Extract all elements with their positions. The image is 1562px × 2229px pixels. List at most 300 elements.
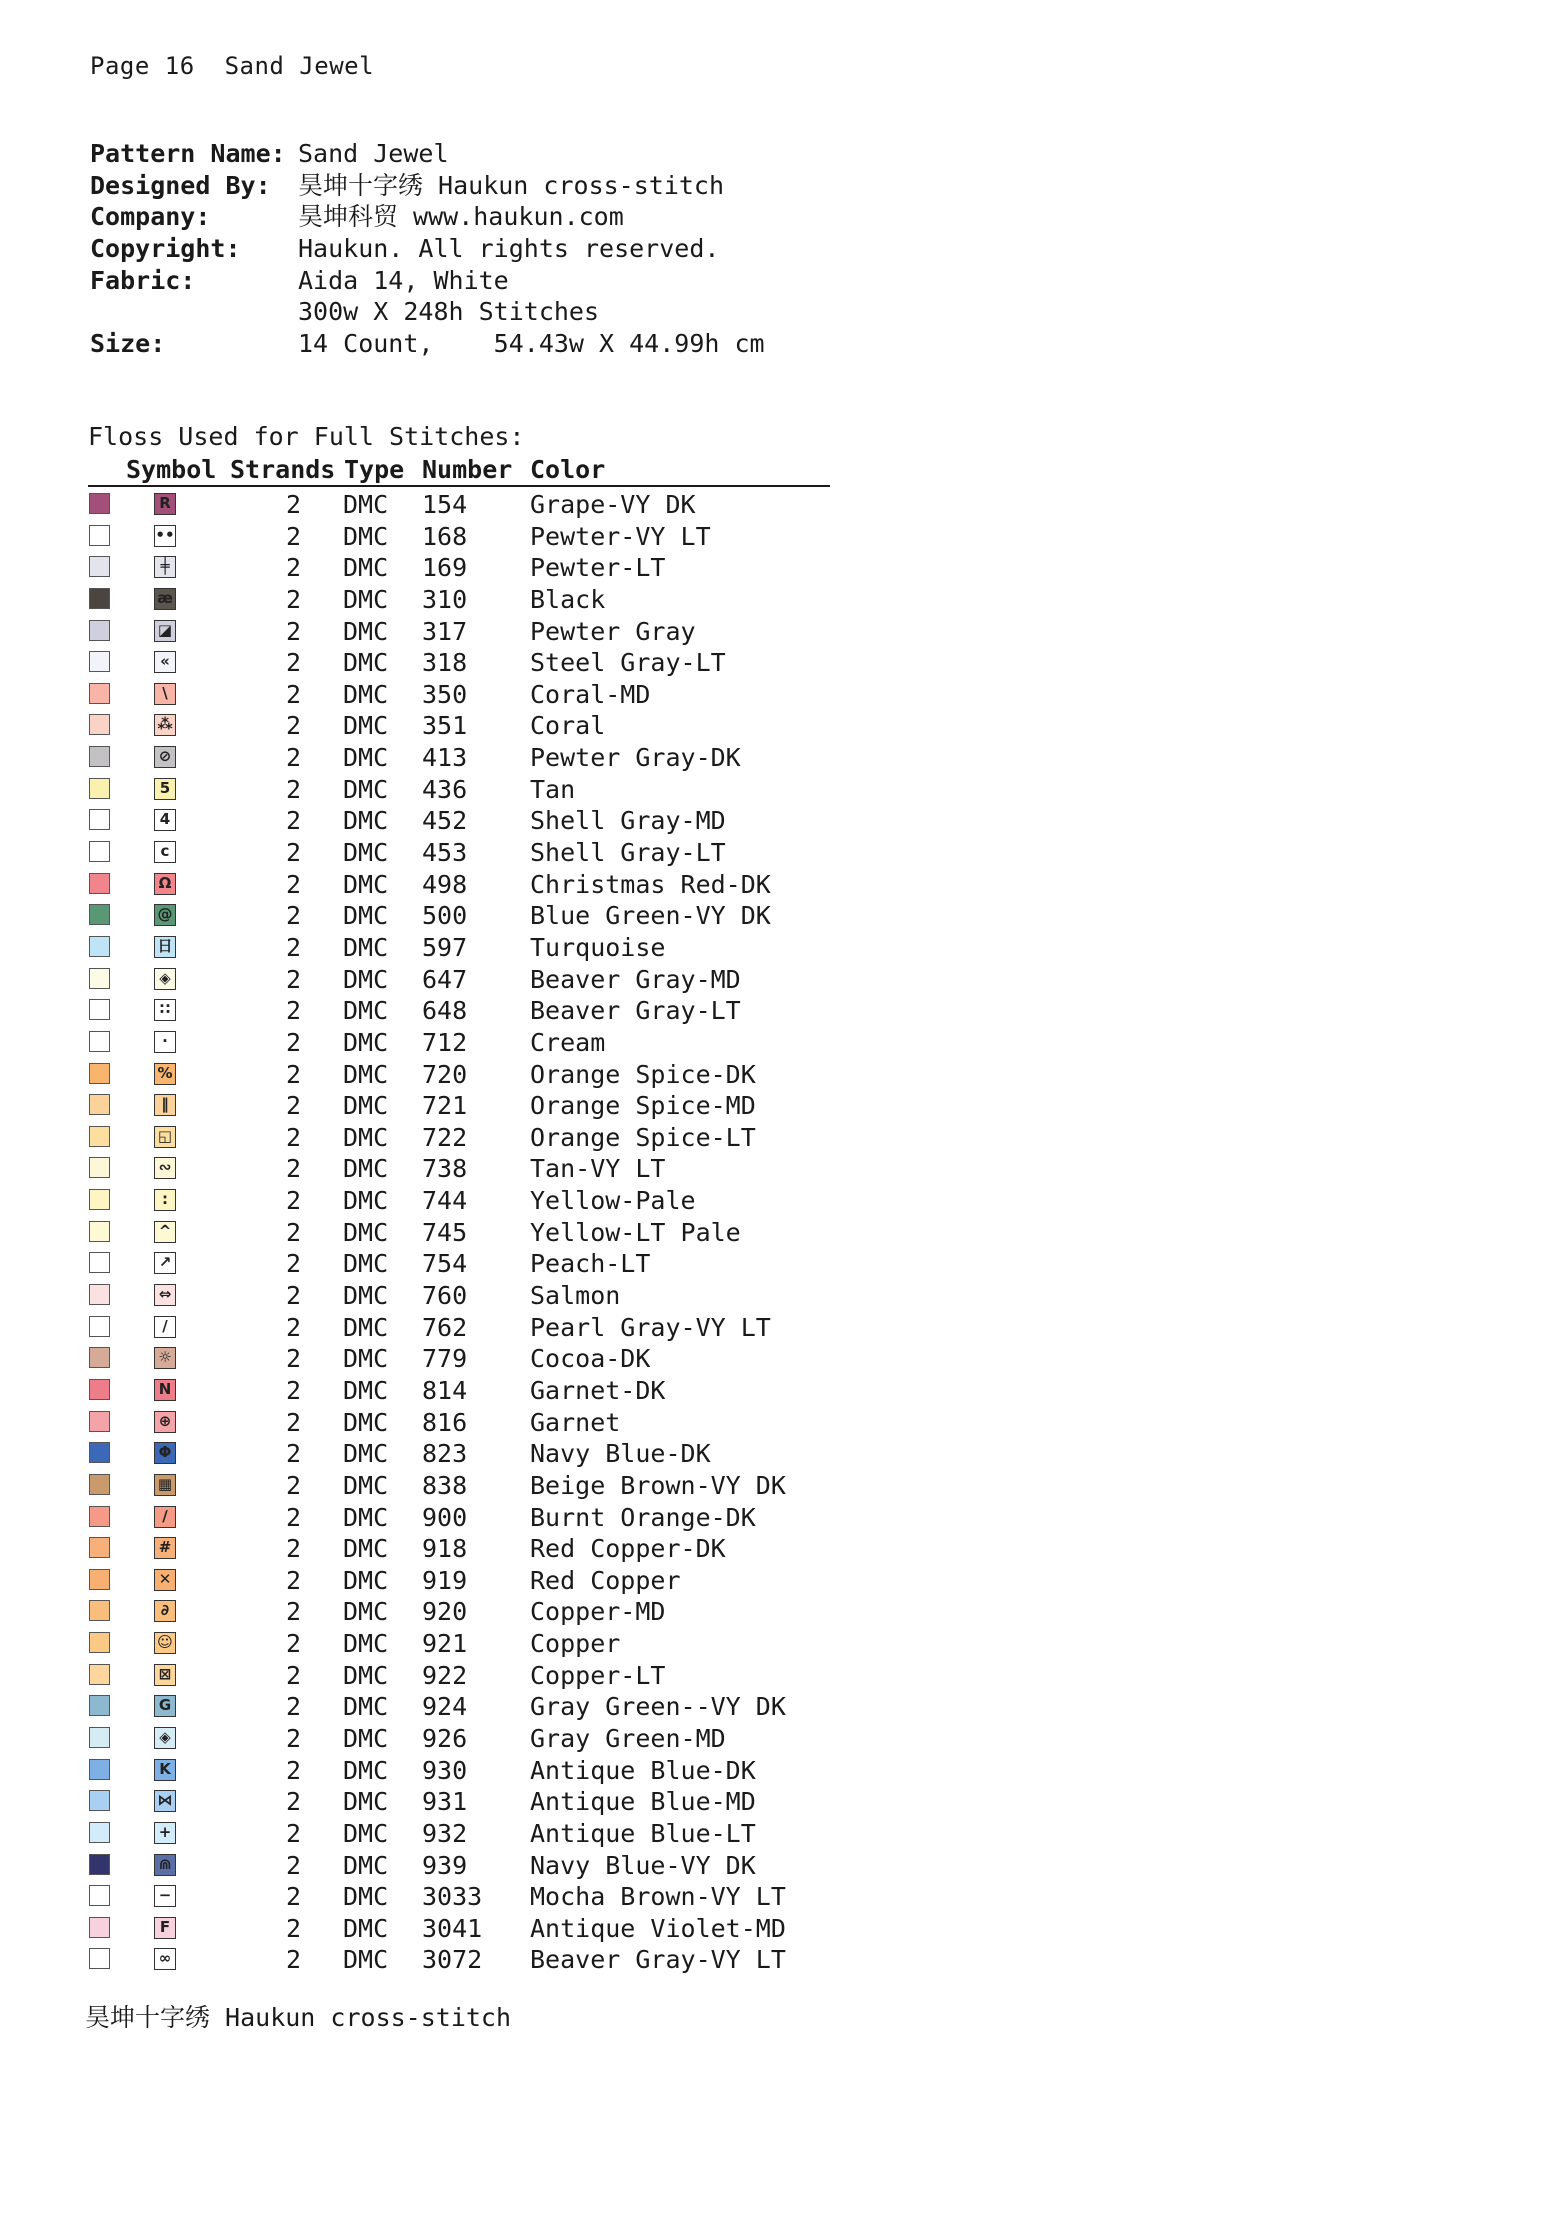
strands-cell: 2: [286, 1787, 302, 1817]
strands-cell: 2: [286, 1882, 302, 1912]
strands-cell: 2: [286, 521, 302, 551]
color-name-cell: Tan: [530, 774, 576, 804]
color-name-cell: Orange Spice-MD: [530, 1091, 756, 1121]
stitch-symbol-icon: ▦: [154, 1474, 176, 1496]
number-cell: 931: [422, 1787, 468, 1817]
type-cell: DMC: [343, 1407, 389, 1437]
color-name-cell: Yellow-Pale: [530, 1186, 696, 1216]
type-cell: DMC: [343, 964, 389, 994]
color-swatch: [89, 1600, 110, 1621]
number-cell: 3041: [422, 1913, 483, 1943]
color-swatch: [89, 968, 110, 989]
stitch-symbol-icon: ⋈: [154, 1790, 176, 1812]
info-label: Size:: [90, 329, 166, 359]
stitch-symbol-icon: ⇔: [154, 1284, 176, 1306]
number-cell: 838: [422, 1470, 468, 1500]
type-cell: DMC: [343, 1470, 389, 1500]
floss-row: [0, 1185, 1562, 1217]
floss-row: [0, 837, 1562, 869]
info-value: Haukun. All rights reserved.: [298, 234, 720, 264]
color-name-cell: Navy Blue-VY DK: [530, 1850, 756, 1880]
type-cell: DMC: [343, 1787, 389, 1817]
info-label: Designed By:: [90, 170, 271, 200]
type-cell: DMC: [343, 1882, 389, 1912]
color-name-cell: Coral: [530, 711, 606, 741]
type-cell: DMC: [343, 1217, 389, 1247]
color-swatch: [89, 809, 110, 830]
number-cell: 3072: [422, 1945, 483, 1975]
color-name-cell: Burnt Orange-DK: [530, 1502, 756, 1532]
number-cell: 754: [422, 1249, 468, 1279]
color-name-cell: Antique Blue-MD: [530, 1787, 756, 1817]
number-cell: 921: [422, 1629, 468, 1659]
type-cell: DMC: [343, 616, 389, 646]
info-value: 昊坤科贸 www.haukun.com: [298, 202, 624, 232]
color-swatch: [89, 1126, 110, 1147]
strands-cell: 2: [286, 1755, 302, 1785]
color-swatch: [89, 1442, 110, 1463]
info-value: Sand Jewel: [298, 139, 449, 168]
floss-row: [0, 1850, 1562, 1882]
floss-row: [0, 1533, 1562, 1565]
strands-cell: 2: [286, 1439, 302, 1469]
color-name-cell: Mocha Brown-VY LT: [530, 1882, 786, 1912]
floss-row: [0, 647, 1562, 679]
strands-cell: 2: [286, 1059, 302, 1089]
color-name-cell: Gray Green-MD: [530, 1723, 726, 1753]
type-cell: DMC: [343, 584, 389, 614]
stitch-symbol-icon: ◪: [154, 620, 176, 642]
column-header-strands: Strands: [230, 455, 336, 484]
floss-row: [0, 1153, 1562, 1185]
color-name-cell: Antique Blue-DK: [530, 1755, 756, 1785]
type-cell: DMC: [343, 490, 389, 519]
page-title: Sand Jewel: [224, 52, 375, 80]
info-value: 14 Count, 54.43w X 44.99h cm: [298, 329, 765, 359]
color-name-cell: Red Copper: [530, 1565, 681, 1595]
color-name-cell: Yellow-LT Pale: [530, 1217, 741, 1247]
stitch-symbol-icon: ∂: [154, 1600, 176, 1622]
stitch-symbol-icon: ⊕: [154, 1411, 176, 1433]
type-cell: DMC: [343, 1059, 389, 1089]
floss-row: [0, 805, 1562, 837]
number-cell: 814: [422, 1375, 468, 1405]
floss-row: [0, 1122, 1562, 1154]
stitch-symbol-icon: +: [154, 1822, 176, 1844]
number-cell: 760: [422, 1281, 468, 1311]
color-name-cell: Navy Blue-DK: [530, 1439, 711, 1469]
stitch-symbol-icon: 5: [154, 778, 176, 800]
stitch-symbol-icon: #: [154, 1537, 176, 1559]
floss-row: [0, 1786, 1562, 1818]
type-cell: DMC: [343, 1850, 389, 1880]
type-cell: DMC: [343, 711, 389, 741]
info-label: Pattern Name:: [90, 139, 286, 168]
color-swatch: [89, 1569, 110, 1590]
number-cell: 350: [422, 679, 468, 709]
stitch-symbol-icon: ✕: [154, 1569, 176, 1591]
strands-cell: 2: [286, 1122, 302, 1152]
strands-cell: 2: [286, 1692, 302, 1722]
stitch-symbol-icon: ╪: [154, 556, 176, 578]
stitch-symbol-icon: ⊠: [154, 1664, 176, 1686]
floss-row: [0, 900, 1562, 932]
number-cell: 648: [422, 996, 468, 1026]
number-cell: 3033: [422, 1882, 483, 1912]
floss-row: [0, 1217, 1562, 1249]
color-swatch: [89, 1347, 110, 1368]
stitch-symbol-icon: ◈: [154, 1727, 176, 1749]
stitch-symbol-icon: /: [154, 1316, 176, 1338]
color-name-cell: Antique Violet-MD: [530, 1913, 786, 1943]
color-swatch: [89, 1632, 110, 1653]
page-header: [90, 52, 374, 80]
strands-cell: 2: [286, 838, 302, 868]
strands-cell: 2: [286, 1281, 302, 1311]
floss-row: [0, 1407, 1562, 1439]
color-name-cell: Pearl Gray-VY LT: [530, 1312, 771, 1342]
color-swatch: [89, 904, 110, 925]
color-name-cell: Salmon: [530, 1281, 621, 1311]
color-name-cell: Copper: [530, 1629, 621, 1659]
type-cell: DMC: [343, 1945, 389, 1975]
floss-row: [0, 1059, 1562, 1091]
floss-row: [0, 1343, 1562, 1375]
color-swatch: [89, 841, 110, 862]
strands-cell: 2: [286, 1660, 302, 1690]
number-cell: 823: [422, 1439, 468, 1469]
color-name-cell: Beaver Gray-LT: [530, 996, 741, 1026]
stitch-symbol-icon: ∞: [154, 1948, 176, 1970]
stitch-symbol-icon: %: [154, 1063, 176, 1085]
strands-cell: 2: [286, 1945, 302, 1975]
color-name-cell: Turquoise: [530, 932, 666, 962]
strands-cell: 2: [286, 806, 302, 836]
strands-cell: 2: [286, 711, 302, 741]
color-name-cell: Orange Spice-DK: [530, 1059, 756, 1089]
stitch-symbol-icon: 日: [154, 936, 176, 958]
stitch-symbol-icon: ••: [154, 525, 176, 547]
color-swatch: [89, 1094, 110, 1115]
type-cell: DMC: [343, 553, 389, 583]
color-name-cell: Tan-VY LT: [530, 1154, 666, 1184]
type-cell: DMC: [343, 648, 389, 678]
strands-cell: 2: [286, 774, 302, 804]
type-cell: DMC: [343, 1375, 389, 1405]
number-cell: 738: [422, 1154, 468, 1184]
number-cell: 720: [422, 1059, 468, 1089]
stitch-symbol-icon: R: [154, 493, 176, 515]
strands-cell: 2: [286, 1818, 302, 1848]
color-swatch: [89, 1189, 110, 1210]
color-swatch: [89, 1822, 110, 1843]
strands-cell: 2: [286, 996, 302, 1026]
number-cell: 647: [422, 964, 468, 994]
color-swatch: [89, 999, 110, 1020]
strands-cell: 2: [286, 1502, 302, 1532]
strands-cell: 2: [286, 679, 302, 709]
color-name-cell: Pewter Gray-DK: [530, 743, 741, 773]
number-cell: 168: [422, 521, 468, 551]
type-cell: DMC: [343, 1534, 389, 1564]
strands-cell: 2: [286, 1312, 302, 1342]
type-cell: DMC: [343, 1723, 389, 1753]
strands-cell: 2: [286, 1470, 302, 1500]
stitch-symbol-icon: ☼: [154, 1347, 176, 1369]
number-cell: 597: [422, 932, 468, 962]
floss-table: [0, 489, 1562, 1976]
column-header-number: Number: [422, 455, 513, 484]
color-swatch: [89, 1948, 110, 1969]
floss-row: [0, 1090, 1562, 1122]
strands-cell: 2: [286, 616, 302, 646]
strands-cell: 2: [286, 1375, 302, 1405]
floss-row: [0, 1881, 1562, 1913]
type-cell: DMC: [343, 838, 389, 868]
type-cell: DMC: [343, 1344, 389, 1374]
color-name-cell: Shell Gray-MD: [530, 806, 726, 836]
number-cell: 930: [422, 1755, 468, 1785]
strands-cell: 2: [286, 553, 302, 583]
type-cell: DMC: [343, 1249, 389, 1279]
number-cell: 436: [422, 774, 468, 804]
type-cell: DMC: [343, 901, 389, 931]
color-name-cell: Garnet: [530, 1407, 621, 1437]
strands-cell: 2: [286, 648, 302, 678]
type-cell: DMC: [343, 1913, 389, 1943]
color-swatch: [89, 936, 110, 957]
color-name-cell: Copper-LT: [530, 1660, 666, 1690]
floss-row: [0, 1596, 1562, 1628]
floss-row: [0, 1565, 1562, 1597]
type-cell: DMC: [343, 1660, 389, 1690]
strands-cell: 2: [286, 1217, 302, 1247]
column-header-type: Type: [344, 455, 405, 484]
strands-cell: 2: [286, 1091, 302, 1121]
color-name-cell: Antique Blue-LT: [530, 1818, 756, 1848]
floss-row: [0, 552, 1562, 584]
type-cell: DMC: [343, 1565, 389, 1595]
color-swatch: [89, 714, 110, 735]
column-header-symbol: Symbol: [126, 455, 217, 484]
stitch-symbol-icon: ⊘: [154, 746, 176, 768]
color-swatch: [89, 620, 110, 641]
floss-row: [0, 995, 1562, 1027]
strands-cell: 2: [286, 964, 302, 994]
floss-row: [0, 1944, 1562, 1976]
section-title: Floss Used for Full Stitches:: [88, 422, 525, 451]
info-value: 300w X 248h Stitches: [298, 297, 600, 327]
color-swatch: [89, 1316, 110, 1337]
number-cell: 722: [422, 1122, 468, 1152]
number-cell: 922: [422, 1660, 468, 1690]
stitch-symbol-icon: ⁂: [154, 714, 176, 736]
type-cell: DMC: [343, 1692, 389, 1722]
type-cell: DMC: [343, 1755, 389, 1785]
number-cell: 745: [422, 1217, 468, 1247]
number-cell: 169: [422, 553, 468, 583]
floss-row: [0, 1691, 1562, 1723]
stitch-symbol-icon: ∾: [154, 1157, 176, 1179]
type-cell: DMC: [343, 1154, 389, 1184]
strands-cell: 2: [286, 1186, 302, 1216]
type-cell: DMC: [343, 521, 389, 551]
color-swatch: [89, 1695, 110, 1716]
floss-row: [0, 869, 1562, 901]
number-cell: 744: [422, 1186, 468, 1216]
color-name-cell: Beige Brown-VY DK: [530, 1470, 786, 1500]
color-swatch: [89, 1252, 110, 1273]
floss-row: [0, 584, 1562, 616]
floss-row: [0, 1375, 1562, 1407]
color-swatch: [89, 1379, 110, 1400]
color-name-cell: Peach-LT: [530, 1249, 651, 1279]
strands-cell: 2: [286, 901, 302, 931]
stitch-symbol-icon: \: [154, 683, 176, 705]
column-header-color: Color: [530, 455, 606, 484]
strands-cell: 2: [286, 1344, 302, 1374]
type-cell: DMC: [343, 932, 389, 962]
floss-row: [0, 1280, 1562, 1312]
color-swatch: [89, 1031, 110, 1052]
color-name-cell: Pewter-LT: [530, 553, 666, 583]
info-label: Fabric:: [90, 265, 196, 295]
strands-cell: 2: [286, 743, 302, 773]
color-swatch: [89, 1759, 110, 1780]
color-swatch: [89, 493, 110, 514]
number-cell: 318: [422, 648, 468, 678]
floss-row: [0, 1818, 1562, 1850]
stitch-symbol-icon: F: [154, 1917, 176, 1939]
color-swatch: [89, 1474, 110, 1495]
strands-cell: 2: [286, 1597, 302, 1627]
strands-cell: 2: [286, 1565, 302, 1595]
color-swatch: [89, 1854, 110, 1875]
color-name-cell: Red Copper-DK: [530, 1534, 726, 1564]
number-cell: 453: [422, 838, 468, 868]
color-name-cell: Black: [530, 584, 606, 614]
floss-row: [0, 1312, 1562, 1344]
strands-cell: 2: [286, 869, 302, 899]
type-cell: DMC: [343, 996, 389, 1026]
type-cell: DMC: [343, 1439, 389, 1469]
floss-row: [0, 964, 1562, 996]
stitch-symbol-icon: ↗: [154, 1252, 176, 1274]
number-cell: 310: [422, 584, 468, 614]
floss-row: [0, 742, 1562, 774]
stitch-symbol-icon: ·: [154, 1031, 176, 1053]
stitch-symbol-icon: ◈: [154, 968, 176, 990]
color-name-cell: Beaver Gray-VY LT: [530, 1945, 786, 1975]
type-cell: DMC: [343, 1502, 389, 1532]
color-swatch: [89, 1063, 110, 1084]
color-swatch: [89, 1411, 110, 1432]
floss-row: [0, 1470, 1562, 1502]
type-cell: DMC: [343, 1122, 389, 1152]
number-cell: 919: [422, 1565, 468, 1595]
strands-cell: 2: [286, 1850, 302, 1880]
color-swatch: [89, 778, 110, 799]
stitch-symbol-icon: ∷: [154, 999, 176, 1021]
stitch-symbol-icon: ⋒: [154, 1854, 176, 1876]
color-swatch: [89, 1664, 110, 1685]
color-swatch: [89, 588, 110, 609]
number-cell: 932: [422, 1818, 468, 1848]
color-name-cell: Pewter-VY LT: [530, 521, 711, 551]
floss-row: [0, 1628, 1562, 1660]
stitch-symbol-icon: ‖: [154, 1094, 176, 1116]
stitch-symbol-icon: 4: [154, 809, 176, 831]
number-cell: 712: [422, 1027, 468, 1057]
strands-cell: 2: [286, 1534, 302, 1564]
type-cell: DMC: [343, 679, 389, 709]
stitch-symbol-icon: :: [154, 1189, 176, 1211]
floss-row: [0, 1723, 1562, 1755]
type-cell: DMC: [343, 1818, 389, 1848]
strands-cell: 2: [286, 1723, 302, 1753]
number-cell: 721: [422, 1091, 468, 1121]
stitch-symbol-icon: @: [154, 904, 176, 926]
floss-row: [0, 774, 1562, 806]
number-cell: 351: [422, 711, 468, 741]
floss-row: [0, 521, 1562, 553]
strands-cell: 2: [286, 1027, 302, 1057]
type-cell: DMC: [343, 774, 389, 804]
page-number: Page 16: [90, 52, 195, 80]
color-name-cell: Blue Green-VY DK: [530, 901, 771, 931]
stitch-symbol-icon: −: [154, 1885, 176, 1907]
strands-cell: 2: [286, 1629, 302, 1659]
number-cell: 452: [422, 806, 468, 836]
type-cell: DMC: [343, 1312, 389, 1342]
color-swatch: [89, 746, 110, 767]
color-name-cell: Christmas Red-DK: [530, 869, 771, 899]
strands-cell: 2: [286, 1154, 302, 1184]
number-cell: 498: [422, 869, 468, 899]
info-value: 昊坤十字绣 Haukun cross-stitch: [298, 170, 725, 200]
number-cell: 918: [422, 1534, 468, 1564]
color-name-cell: Grape-VY DK: [530, 490, 696, 519]
floss-row: [0, 489, 1562, 521]
color-swatch: [89, 1885, 110, 1906]
color-swatch: [89, 1157, 110, 1178]
floss-row: [0, 932, 1562, 964]
color-swatch: [89, 525, 110, 546]
number-cell: 762: [422, 1312, 468, 1342]
type-cell: DMC: [343, 869, 389, 899]
color-swatch: [89, 1790, 110, 1811]
stitch-symbol-icon: ◱: [154, 1126, 176, 1148]
color-swatch: [89, 1727, 110, 1748]
info-label: Copyright:: [90, 234, 241, 264]
color-swatch: [89, 556, 110, 577]
strands-cell: 2: [286, 932, 302, 962]
stitch-symbol-icon: ^: [154, 1221, 176, 1243]
number-cell: 779: [422, 1344, 468, 1374]
stitch-symbol-icon: c: [154, 841, 176, 863]
strands-cell: 2: [286, 1249, 302, 1279]
number-cell: 924: [422, 1692, 468, 1722]
color-name-cell: Coral-MD: [530, 679, 651, 709]
floss-row: [0, 1660, 1562, 1692]
type-cell: DMC: [343, 1629, 389, 1659]
color-swatch: [89, 683, 110, 704]
color-swatch: [89, 873, 110, 894]
color-swatch: [89, 1537, 110, 1558]
type-cell: DMC: [343, 1027, 389, 1057]
stitch-symbol-icon: K: [154, 1759, 176, 1781]
number-cell: 500: [422, 901, 468, 931]
